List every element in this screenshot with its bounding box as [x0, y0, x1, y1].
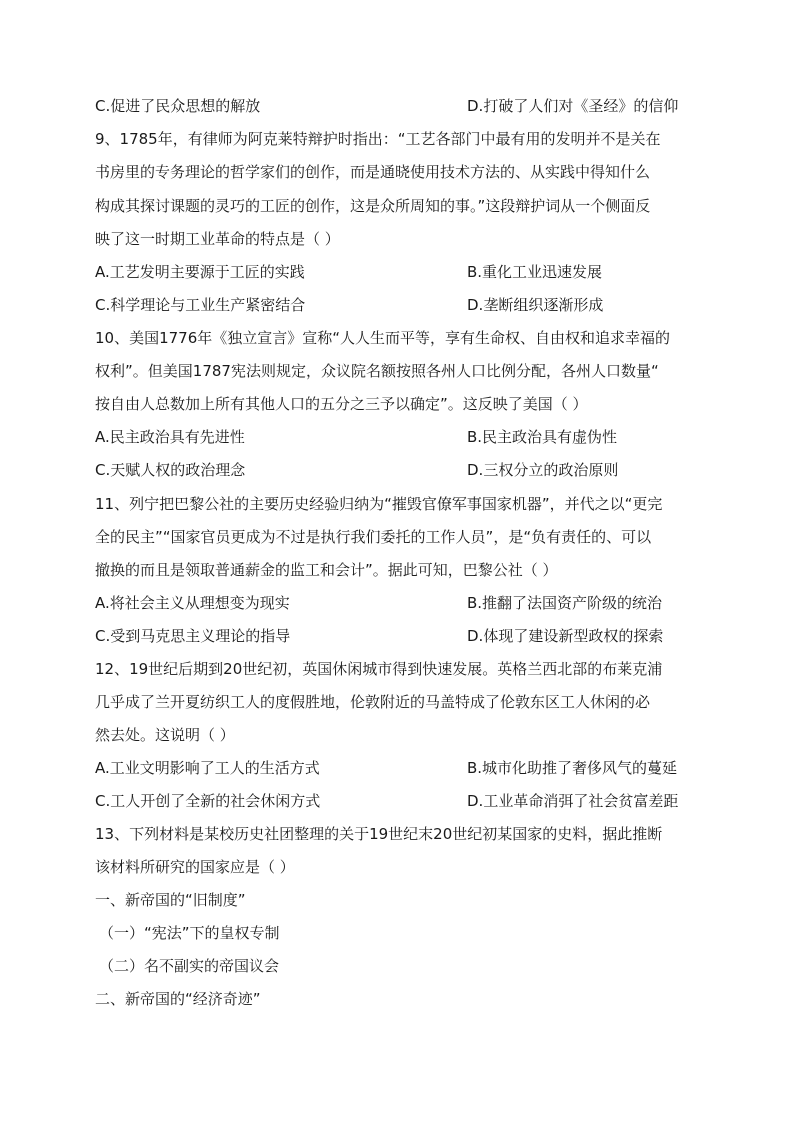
q10-option-c[interactable]: C.天赋人权的政治理念: [95, 461, 246, 479]
q9-option-a[interactable]: A.工艺发明主要源于工匠的实践: [95, 263, 305, 281]
q9-options-row-1: [95, 262, 705, 282]
q13-outline-2: （一）“宪法”下的皇权专制: [99, 924, 280, 942]
q10-line-2: 权利”。但美国1787宪法则规定，众议院名额按照各州人口比例分配，各州人口数量“: [95, 362, 659, 380]
q12-option-a[interactable]: A.工业文明影响了工人的生活方式: [95, 759, 320, 777]
q11-option-b[interactable]: B.推翻了法国资产阶级的统治: [467, 594, 663, 612]
q11-line-1: 11、列宁把巴黎公社的主要历史经验归纳为“摧毁官僚军事国家机器”，并代之以“更完: [95, 495, 663, 513]
q13-line-1: 13、下列材料是某校历史社团整理的关于19世纪末20世纪初某国家的史料，据此推断: [95, 825, 663, 843]
q9-option-c[interactable]: C.科学理论与工业生产紧密结合: [95, 296, 306, 314]
q10-line-1: 10、美国1776年《独立宣言》宣称“人人生而平等，享有生命权、自由权和追求幸福的: [95, 329, 671, 347]
q13-outline-3: （二）名不副实的帝国议会: [99, 957, 280, 975]
q12-line-1: 12、19世纪后期到20世纪初，英国休闲城市得到快速发展。英格兰西北部的布莱克浦: [95, 660, 663, 678]
q9-line-4: 映了这一时期工业革命的特点是（ ）: [95, 230, 340, 248]
q10-option-d[interactable]: D.三权分立的政治原则: [467, 461, 619, 479]
q11-option-d[interactable]: D.体现了建设新型政权的探索: [467, 627, 664, 645]
q11-options-row-2: [95, 626, 705, 646]
q13-line-2: 该材料所研究的国家应是（ ）: [95, 858, 295, 876]
q8-option-d[interactable]: D.打破了人们对《圣经》的信仰: [467, 97, 679, 115]
q9-options-row-2: [95, 295, 705, 315]
q9-line-3: 构成其探讨课题的灵巧的工匠的创作，这是众所周知的事。”这段辩护词从一个侧面反: [95, 197, 651, 215]
q11-option-a[interactable]: A.将社会主义从理想变为现实: [95, 594, 290, 612]
q12-option-b[interactable]: B.城市化助推了奢侈风气的蔓延: [467, 759, 678, 777]
q10-line-3: 按自由人总数加上所有其他人口的五分之三予以确定”。这反映了美国（ ）: [95, 395, 588, 413]
q11-option-c[interactable]: C.受到马克思主义理论的指导: [95, 627, 291, 645]
q12-option-d[interactable]: D.工业革命消弭了社会贫富差距: [467, 792, 679, 810]
q11-line-3: 撤换的而且是领取普通薪金的监工和会计”。据此可知，巴黎公社（ ）: [95, 561, 558, 579]
q12-line-3: 然去处。这说明（ ）: [95, 726, 235, 744]
q12-option-c[interactable]: C.工人开创了全新的社会休闲方式: [95, 792, 321, 810]
q10-option-b[interactable]: B.民主政治具有虚伪性: [467, 428, 618, 446]
q9-line-1: 9、1785年，有律师为阿克莱特辩护时指出：“工艺各部门中最有用的发明并不是关在: [95, 130, 661, 148]
q10-options-row-1: [95, 427, 705, 447]
q10-option-a[interactable]: A.民主政治具有先进性: [95, 428, 245, 446]
q12-line-2: 几乎成了兰开夏纺织工人的度假胜地，伦敦附近的马盖特成了伦敦东区工人休闲的必: [95, 693, 651, 711]
q8-option-c[interactable]: C.促进了民众思想的解放: [95, 97, 261, 115]
q11-line-2: 全的民主”“国家官员更成为不过是执行我们委托的工作人员”，是“负有责任的、可以: [95, 528, 652, 546]
q12-options-row-2: [95, 791, 705, 811]
q13-outline-4: 二、新帝国的“经济奇迹”: [95, 990, 261, 1008]
q11-options-row-1: [95, 593, 705, 613]
q9-line-2: 书房里的专务理论的哲学家们的创作，而是通晓使用技术方法的、从实践中得知什么: [95, 163, 651, 181]
q9-option-d[interactable]: D.垄断组织逐渐形成: [467, 296, 604, 314]
q12-options-row-1: [95, 758, 705, 778]
q9-option-b[interactable]: B.重化工业迅速发展: [467, 263, 603, 281]
q10-options-row-2: [95, 460, 705, 480]
q13-outline-1: 一、新帝国的“旧制度”: [95, 891, 246, 909]
q8-options-row: [95, 96, 705, 116]
